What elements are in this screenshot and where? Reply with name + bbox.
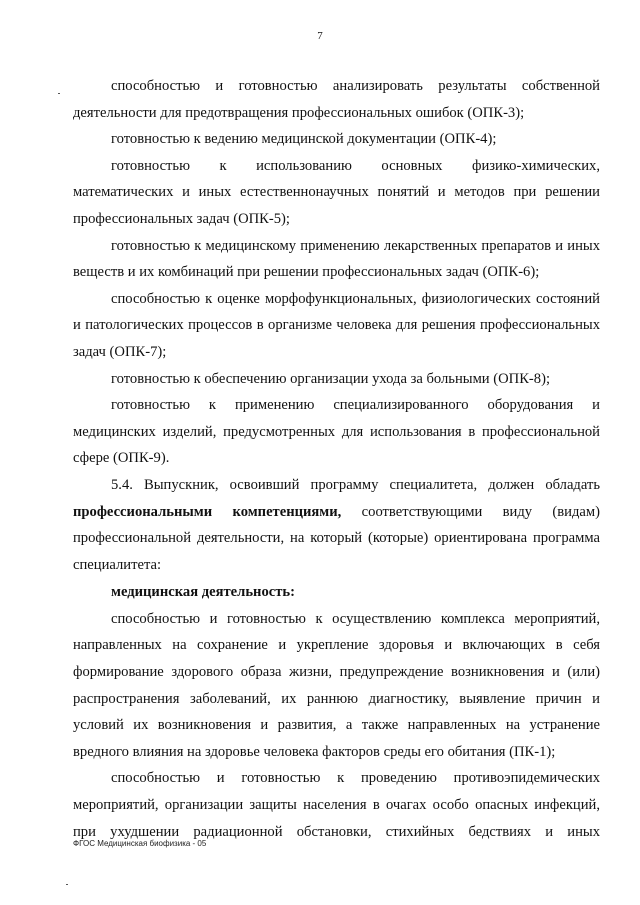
page-footer: ФГОС Медицинская биофизика - 05 bbox=[73, 839, 207, 848]
scan-speck bbox=[66, 884, 68, 885]
paragraph-opk-5: готовностью к использованию основных физико-химических, математических и иных естественнонаучных понятий и методов при решении профессиональных задач (ОПК-5); bbox=[73, 157, 600, 227]
paragraph-opk-9: готовностью к применению специализированного оборудования и медицинских изделий, предусмотренных для использования в профессиональной сфере (ОПК-9). bbox=[73, 397, 600, 467]
page-number: 7 bbox=[317, 30, 323, 42]
paragraph-pk-1: способностью и готовностью к осуществлению комплекса мероприятий, направленных на сохранение и укрепление здоровья и включающих в себя формирование здорового образа жизни, предупреждение возникновения и (или) распространения заболеваний, их раннюю диагностику, выявление причин и условий их возникновения и развития, а также направленных на устранение вредного влияния на здоровье человека факторов среды его обитания (ПК-1); bbox=[73, 610, 600, 760]
paragraph-opk-3: способностью и готовностью анализировать результаты собственной деятельности для предотвращения профессиональных ошибок (ОПК-3); bbox=[73, 78, 600, 121]
document-body bbox=[73, 73, 600, 845]
paragraph-opk-6: готовностью к медицинскому применению лекарственных препаратов и иных веществ и их комбинаций при решении профессиональных задач (ОПК-6); bbox=[73, 237, 600, 281]
section-heading: медицинская деятельность: bbox=[111, 584, 295, 601]
paragraph-opk-4: готовностью к ведению медицинской документации (ОПК-4); bbox=[111, 131, 497, 148]
paragraph-opk-7: способностью к оценке морфофункциональных, физиологических состояний и патологических процессов в организме человека для решения профессиональных задач (ОПК-7); bbox=[73, 290, 600, 360]
section-5-4-bold: профессиональными компетенциями, bbox=[73, 503, 342, 520]
paragraph-pk-2: способностью и готовностью к проведению противоэпидемических мероприятий, организации защиты населения в очагах особо опасных инфекций, при ухудшении радиационной обстановки, стихийных бедствиях и иных bbox=[73, 770, 600, 840]
paragraph-opk-8: готовностью к обеспечению организации ухода за больными (ОПК-8); bbox=[111, 370, 551, 387]
paragraph-section-5-4 bbox=[73, 472, 600, 578]
section-5-4-lead: 5.4. Выпускник, освоивший программу специалитета, должен обладать bbox=[111, 476, 600, 493]
section-5-4-tail: соответствующими виду (видам) профессиональной деятельности, на который (которые) ориентирована программа специалитета: bbox=[73, 503, 600, 573]
scan-speck bbox=[58, 93, 60, 94]
